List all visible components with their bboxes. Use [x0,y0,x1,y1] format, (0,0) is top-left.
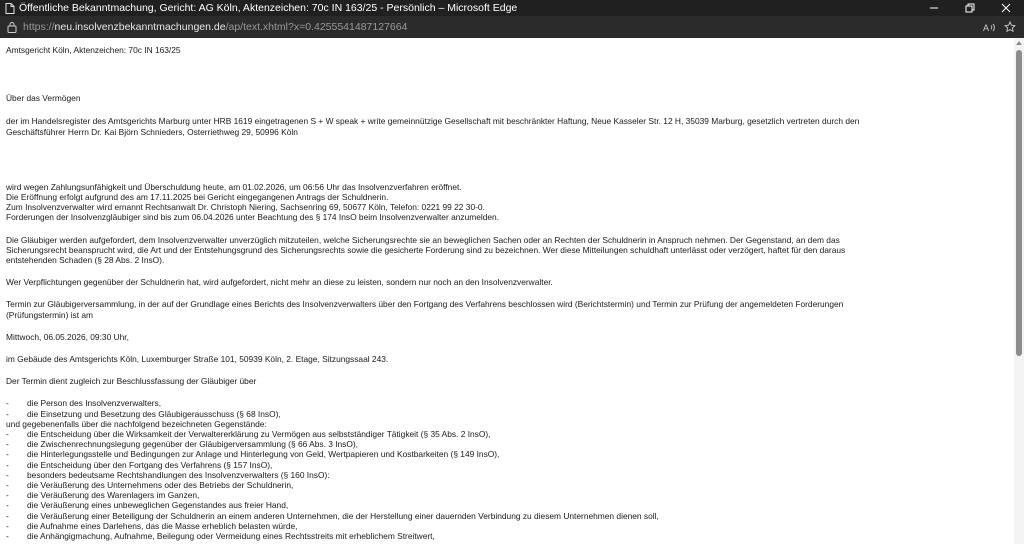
list-item [6,480,1006,490]
lock-icon[interactable] [5,20,19,34]
meeting-line: Termin zur Gläubigerversammlung, in der auf der Grundlage eines Berichts des Insolvenzverwalters über den Fortgang des Verfahrens beschlossen wird (Berichtstermin) und Termin zur Prüfung der angemeldeten Forderungen [6,299,844,310]
list-item-text: die Entscheidung über die Wirksamkeit der Verwaltererklärung zu Vermögen aus selbstständiger Tätigkeit (§ 35 Abs. 2 InsO), [27,429,491,440]
list-dash: - [6,459,9,470]
list-dash: - [6,469,9,480]
meeting-date: Mittwoch, 06.05.2026, 09:30 Uhr, [6,331,129,342]
list-item-text: die Entscheidung über den Fortgang des Verfahrens (§ 157 InsO), [27,459,273,470]
meeting-line: (Prüfungstermin) ist am [6,309,94,320]
close-icon[interactable] [988,0,1024,16]
list-item [6,429,1006,439]
favorite-star-icon[interactable] [1000,18,1020,36]
list-item-text: die Zwischenrechnungslegung gegenüber der Gläubigerversammlung (§ 66 Abs. 3 InsO), [27,439,359,450]
list-dash: - [6,439,9,450]
list-item [6,409,1006,419]
list-item-text: die Hinterlegungsstelle und Bedingungen zur Anlage und Hinterlegung von Geld, Wertpapieren und Kostbarkeiten (§ 149 InsO), [27,449,500,460]
list-item [6,490,1006,500]
creditors-line: Die Gläubiger werden aufgefordert, dem Insolvenzverwalter unverzüglich mitzuteilen, welche Sicherungsrechte sie an beweglichen Sachen oder an Rechten der Schuldnerin in Anspruch nehmen. Der Gegenstand, an dem das [6,234,840,245]
page-content [0,38,1014,544]
list-item [6,398,1006,408]
opening-line: wird wegen Zahlungsunfähigkeit und Überschuldung heute, am 01.02.2026, um 06:56 Uhr das Insolvenzverfahren eröffnet. [6,181,462,192]
list-item-text: die Anhängigmachung, Aufnahme, Beilegung oder Vermeidung eines Rechtsstreits mit erheblichem Streitwert, [27,531,435,542]
opening-line: Zum Insolvenzverwalter wird ernannt Rechtsanwalt Dr. Christoph Niering, Sachsenring 69, 50677 Köln, Telefon: 0221 99 22 30-0. [6,202,485,213]
list-item [6,460,1006,470]
list-dash: - [6,500,9,511]
list-dash: - [6,449,9,460]
url-text[interactable] [23,21,980,33]
debtor-line: Geschäftsführer Herrn Dr. Kai Björn Schnieders, Osterriethweg 29, 50996 Köln [6,126,298,137]
list-item-text: die Veräußerung des Unternehmens oder des Betriebs der Schuldnerin, [27,480,294,491]
list-dash: - [6,520,9,531]
list-item [6,521,1006,531]
list-dash: - [6,408,9,419]
url-domain: neu.insolvenzbekanntmachungen.de [54,21,226,33]
opening-line: Die Eröffnung erfolgt aufgrund des am 17.11.2025 bei Gericht eingegangenen Antrags der Schuldnerin. [6,192,389,203]
creditors-line: Sicherungsrecht beansprucht wird, die Art und der Entstehungsgrund des Sicherungsrechts sowie die gesicherte Forderung sind zu bezeichnen. Wer diese Mitteilungen schuldhaft unterlässt oder verzögert, haftet für den daraus [6,244,846,255]
list-item [6,439,1006,449]
publication-text [6,45,1006,541]
svg-text:A: A [983,22,990,33]
list-item [6,500,1006,510]
debtor-line: der im Handelsregister des Amtsgerichts Marburg unter HRB 1619 eingetragenen S + W speak + write gemeinnützige Gesellschaft mit beschränkter Haftung, Neue Kasseler Str. 12 H, 35039 Marburg, gesetzlich vertreten durch den [6,116,860,127]
address-bar[interactable] [0,16,1024,38]
window-title: Öffentliche Bekanntmachung, Gericht: AG Köln, Aktenzeichen: 70c IN 163/25 - Persönlich – Microsoft Edge [19,2,518,14]
document-icon [4,3,15,14]
opening-line: Forderungen der Insolvenzgläubiger sind bis zum 06.04.2026 unter Beachtung des § 174 InsO beim Insolvenzverwalter anzumelden. [6,212,500,223]
list-item-text: die Einsetzung und Besetzung des Gläubigerausschuss (§ 68 InsO), [27,408,281,419]
url-path: /ap/text.xhtml?x=0.4255541487127664 [225,21,408,33]
list-item-text: die Person des Insolvenzverwalters, [27,398,162,409]
read-aloud-icon[interactable] [980,18,1000,36]
list-item [6,531,1006,541]
creditors-line: entstehenden Schaden (§ 28 Abs. 2 InsO). [6,255,165,266]
list-item [6,449,1006,459]
list-item [6,470,1006,480]
section-heading: Über das Vermögen [6,93,81,104]
window-controls [916,0,1024,16]
list-item-text: die Veräußerung eines unbeweglichen Gegenstandes aus freier Hand, [27,500,289,511]
list-item-text: die Veräußerung des Warenlagers im Ganzen, [27,490,200,501]
scrollbar-thumb[interactable] [1016,50,1022,356]
items-list [6,429,1006,541]
list-dash: - [6,510,9,521]
meeting-location: im Gebäude des Amtsgerichts Köln, Luxemburger Straße 101, 50939 Köln, 2. Etage, Sitzungssaal 243. [6,354,389,365]
items-intro: und gegebenenfalls über die nachfolgend bezeichneten Gegenstände: [6,418,267,429]
vertical-scrollbar[interactable] [1014,38,1024,544]
list-item-text: die Veräußerung einer Beteiligung der Schuldnerin an einem anderen Unternehmen, die der Herstellung einer dauernden Verbindung zu diesem Unternehmen dienen soll, [27,510,659,521]
window-titlebar [0,0,1024,16]
list-item-text: die Aufnahme eines Darlehens, das die Masse erheblich belasten würde, [27,520,298,531]
list-dash: - [6,490,9,501]
scroll-up-arrow-icon[interactable] [1014,38,1024,48]
obligations-paragraph: Wer Verpflichtungen gegenüber der Schuldnerin hat, wird aufgefordert, nicht mehr an diese zu leisten, sondern nur noch an den Insolvenzverwalter. [6,277,553,288]
list-item-text: besonders bedeutsame Rechtshandlungen des Insolvenzverwalters (§ 160 InsO): [27,469,330,480]
list-dash: - [6,398,9,409]
list-dash: - [6,531,9,542]
list-item [6,511,1006,521]
case-header: Amtsgericht Köln, Aktenzeichen: 70c IN 163/25 [6,45,181,55]
list-dash: - [6,429,9,440]
url-prefix: https:// [23,21,55,33]
restore-icon[interactable] [952,0,988,16]
resolution-intro: Der Termin dient zugleich zur Beschlussfassung der Gläubiger über [6,376,257,387]
minimize-icon[interactable] [916,0,952,16]
address-bar-actions [980,18,1020,36]
list-dash: - [6,480,9,491]
